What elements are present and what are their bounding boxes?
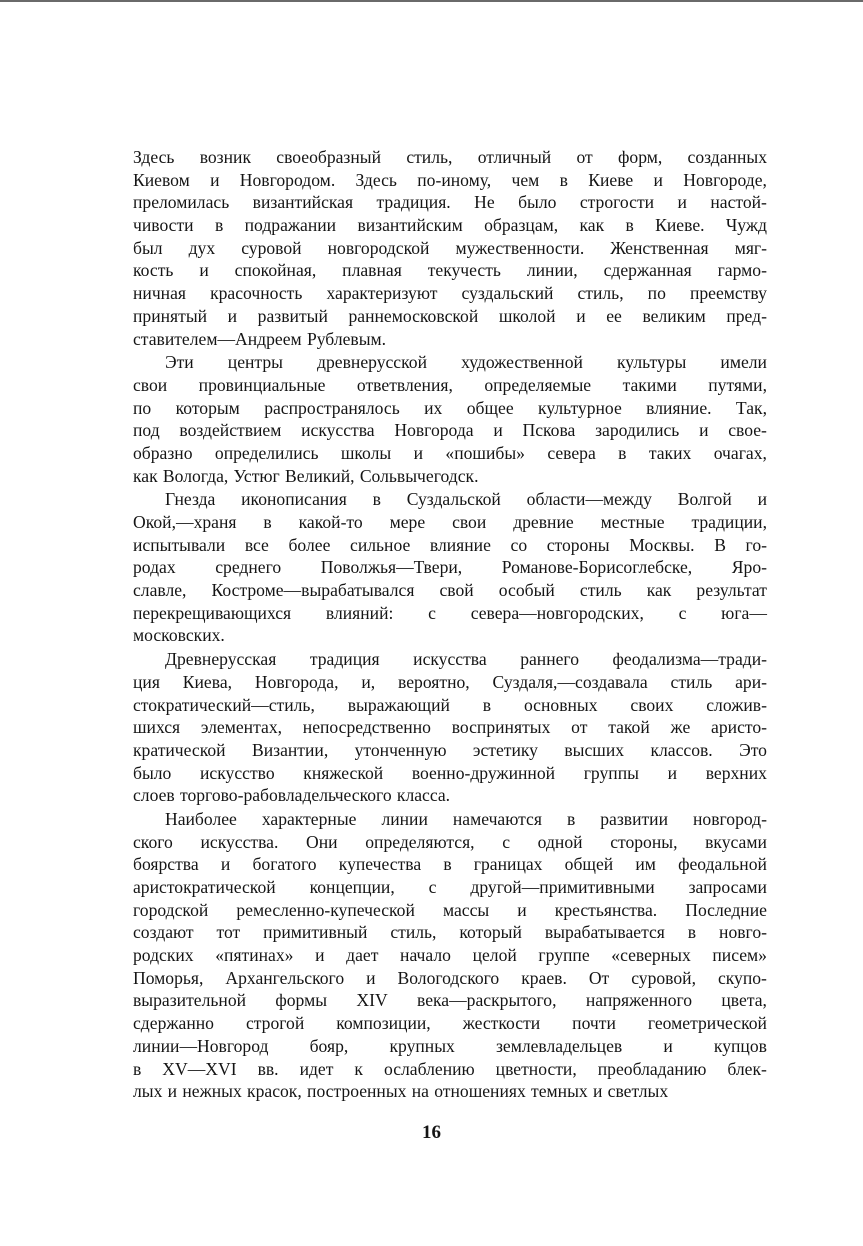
text-line: ставителем—Андреем Рублевым. (133, 328, 387, 349)
text-line: Здесь возник своеобразный стиль, отличный от форм, созданных (133, 147, 767, 167)
text-line: Окой,—храня в какой-то мере свои древние местные традиции, (133, 512, 767, 532)
paragraph (133, 351, 767, 487)
text-line: создают тот примитивный стиль, который вырабатывается в новго- (133, 922, 767, 943)
text-line: боярства и богатого купечества в границах общей им феодальной (133, 854, 767, 875)
text-line: Поморья, Архангельского и Вологодского краев. От суровой, скупо- (133, 967, 767, 988)
text-line: сдержанно строгой композиции, жесткости почти геометрической (133, 1013, 767, 1034)
text-line: под воздействием искусства Новгорода и Пскова зародились и свое- (133, 420, 767, 441)
text-line: как Вологда, Устюг Великий, Сольвычегодск. (133, 465, 479, 486)
page-number: 16 (422, 1122, 441, 1143)
text-line: ничная красочность характеризуют суздальский стиль, по преемству (133, 283, 767, 304)
body-text (133, 146, 767, 1103)
text-line: свои провинциальные ответвления, определяемые такими путями, (133, 374, 767, 395)
text-line: городской ремесленно-купеческой массы и крестьянства. Последние (133, 899, 767, 920)
text-line: линии—Новгород бояр, крупных землевладельцев и купцов (133, 1035, 767, 1056)
paragraph (133, 648, 767, 807)
text-line: образно определились школы и «пошибы» севера в таких очагах, (133, 442, 767, 463)
text-line: московских. (133, 625, 225, 646)
text-line: принятый и развитый раннемосковской школой и ее великим пред- (133, 305, 767, 326)
text-line: перекрещивающихся влияний: с севера—новгородских, с юга— (133, 602, 767, 623)
text-line: по которым распространялось их общее культурное влияние. Так, (133, 397, 767, 418)
paragraph (133, 488, 767, 647)
paragraph (133, 146, 767, 350)
text-line: шихся элементах, непосредственно воспринятых от такой же аристо- (133, 717, 767, 738)
text-line: кость и спокойная, плавная текучесть линии, сдержанная гармо- (133, 260, 767, 281)
text-line: Наиболее характерные линии намечаются в развитии новгород- (165, 808, 767, 829)
text-line: кратической Византии, утонченную эстетику высших классов. Это (133, 739, 767, 760)
text-line: аристократической концепции, с другой—примитивными запросами (133, 877, 767, 897)
text-line: Эти центры древнерусской художественной культуры имели (165, 352, 767, 373)
text-line: в XV—XVI вв. идет к ослаблению цветности, преобладанию блек- (133, 1058, 767, 1079)
text-line: Гнезда иконописания в Суздальской области—между Волгой и (165, 489, 767, 510)
text-line: Древнерусская традиция искусства раннего феодализма—тради- (165, 649, 767, 670)
text-line: стократический—стиль, выражающий в основных своих сложив- (133, 694, 767, 715)
text-line: родах среднего Поволжья—Твери, Романове-Борисоглебске, Яро- (133, 557, 767, 578)
text-line: испытывали все более сильное влияние со стороны Москвы. В го- (133, 534, 767, 555)
text-line: славле, Костроме—вырабатывался свой особый стиль как результат (133, 580, 767, 601)
text-line: ция Киева, Новгорода, и, вероятно, Суздаля,—создавала стиль ари- (133, 671, 767, 692)
text-line: выразительной формы XIV века—раскрытого, напряженного цвета, (133, 990, 767, 1011)
text-line: родских «пятинах» и дает начало целой группе «северных писем» (133, 945, 767, 966)
text-line: было искусство княжеской военно-дружинной группы и верхних (133, 762, 767, 783)
text-line: преломилась византийская традиция. Не было строгости и настой- (133, 192, 767, 213)
text-line: слоев торгово-рабовладельческого класса. (133, 785, 451, 806)
text-line: чивости в подражании византийским образцам, как в Киеве. Чужд (133, 215, 767, 236)
paragraph (133, 808, 767, 1103)
text-line: был дух суровой новгородской мужественности. Женственная мяг- (133, 237, 767, 258)
text-line: Киевом и Новгородом. Здесь по-иному, чем в Киеве и Новгороде, (133, 169, 767, 190)
text-line: лых и нежных красок, построенных на отношениях темных и светлых (133, 1081, 669, 1102)
page-top-edge (0, 0, 863, 2)
text-line: ского искусства. Они определяются, с одной стороны, вкусами (133, 831, 767, 852)
